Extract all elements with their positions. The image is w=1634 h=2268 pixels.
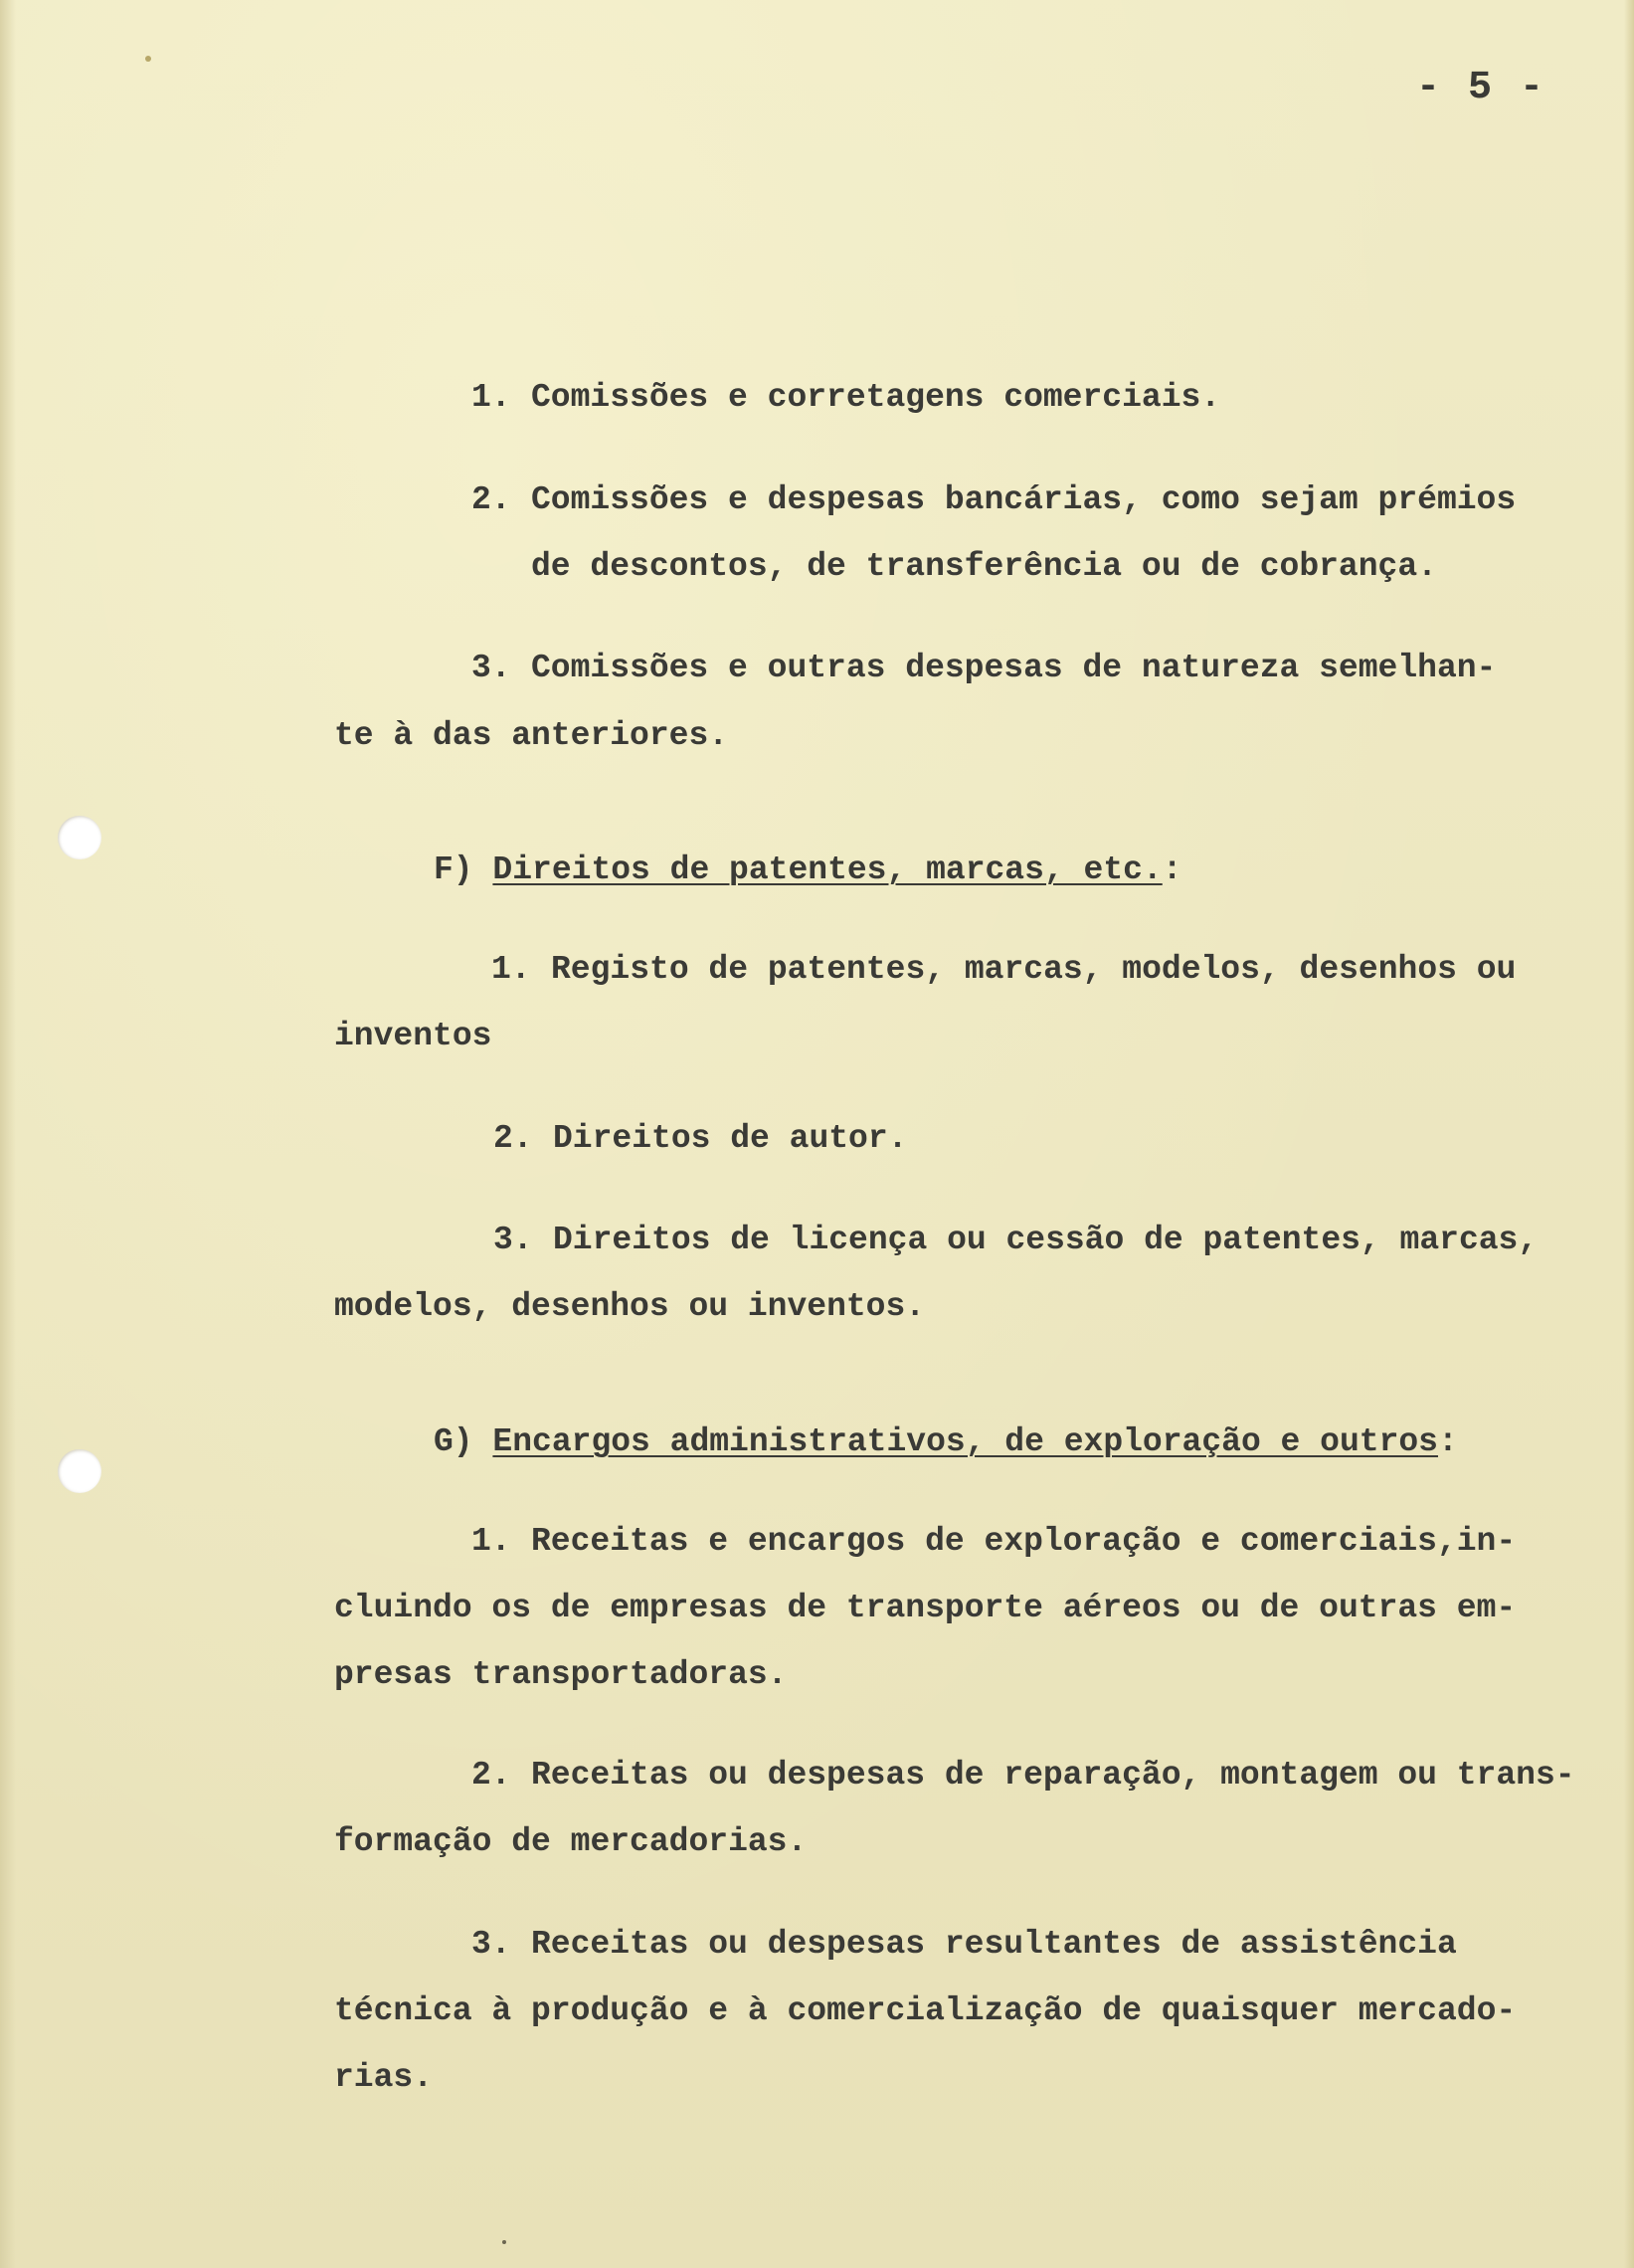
list-item-number: 1. xyxy=(491,951,531,988)
list-item-number: 3. xyxy=(493,1222,533,1258)
paper-speck xyxy=(502,2240,506,2244)
list-item-text: rias. xyxy=(334,2059,434,2096)
list-item-text: Comissões e corretagens comerciais. xyxy=(531,379,1221,416)
punch-hole-icon xyxy=(58,816,101,859)
section-title: Direitos de patentes, marcas, etc. xyxy=(492,851,1163,888)
list-item-text: Direitos de licença ou cessão de patentes, marcas, xyxy=(553,1222,1539,1258)
section-title-suffix: : xyxy=(1437,1423,1458,1460)
list-item-text: de descontos, de transferência ou de cobrança. xyxy=(531,548,1437,585)
list-item-number: 2. xyxy=(471,1757,511,1794)
punch-hole-icon xyxy=(58,1449,101,1493)
list-item-text: Registo de patentes, marcas, modelos, desenhos ou xyxy=(551,951,1517,988)
list-item-text: Comissões e despesas bancárias, como sejam prémios xyxy=(531,481,1517,518)
section-letter: G) xyxy=(434,1423,473,1460)
paper-edge-right xyxy=(1624,0,1634,2268)
list-item-text: técnica à produção e à comercialização de quaisquer mercado- xyxy=(334,1992,1517,2029)
list-item-text: presas transportadoras. xyxy=(334,1656,788,1693)
list-item-number: 3. xyxy=(471,650,511,686)
paper-edge-left xyxy=(0,0,16,2268)
list-item-number: 1. xyxy=(471,1523,511,1560)
list-item-text: Direitos de autor. xyxy=(553,1120,908,1157)
list-item-text: inventos xyxy=(334,1018,492,1054)
page-number: - 5 - xyxy=(1416,66,1546,110)
list-item-text: Receitas ou despesas resultantes de assistência xyxy=(531,1926,1457,1963)
list-item-number: 1. xyxy=(471,379,511,416)
list-item-text: cluindo os de empresas de transporte aéreos ou de outras em- xyxy=(334,1590,1517,1626)
section-title: Encargos administrativos, de exploração e outros xyxy=(492,1423,1438,1460)
section-heading xyxy=(434,850,1182,890)
section-letter: F) xyxy=(434,851,473,888)
list-item-text: Receitas e encargos de exploração e comerciais,in- xyxy=(531,1523,1517,1560)
list-item-number: 2. xyxy=(493,1120,533,1157)
list-item-text: Comissões e outras despesas de natureza semelhan- xyxy=(531,650,1497,686)
list-item-text: te à das anteriores. xyxy=(334,717,729,754)
paper-speck xyxy=(145,56,151,62)
section-heading xyxy=(434,1422,1458,1462)
list-item-text: modelos, desenhos ou inventos. xyxy=(334,1288,926,1325)
list-item-number: 2. xyxy=(471,481,511,518)
list-item-text: Receitas ou despesas de reparação, montagem ou trans- xyxy=(531,1757,1575,1794)
list-item-text: formação de mercadorias. xyxy=(334,1823,808,1860)
section-title-suffix: : xyxy=(1162,851,1182,888)
list-item-number: 3. xyxy=(471,1926,511,1963)
